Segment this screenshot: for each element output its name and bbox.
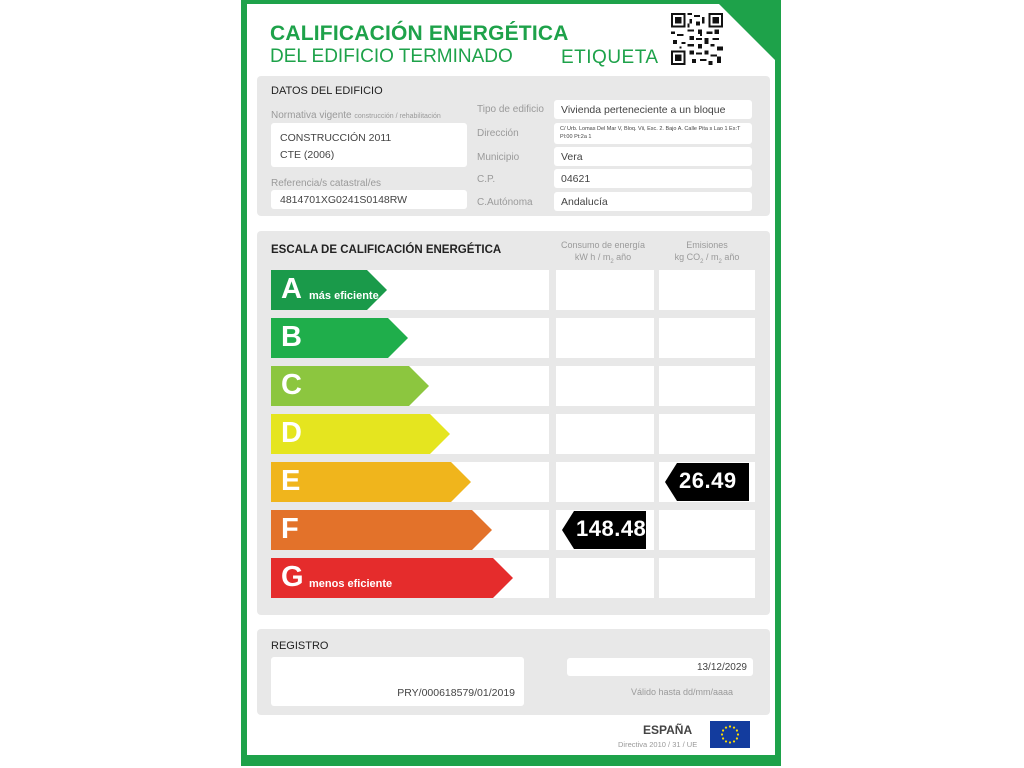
emis-unit-c: año xyxy=(721,252,740,262)
emissions-cell-b xyxy=(659,318,755,358)
class-arrow-e xyxy=(271,462,471,502)
energy-value-tag xyxy=(562,510,646,550)
class-arrow-c xyxy=(271,366,429,406)
class-arrow-f xyxy=(271,510,492,550)
scale-panel xyxy=(257,231,770,615)
class-arrow-d xyxy=(271,414,450,454)
eu-star xyxy=(725,726,727,728)
emis-unit-a: kg CO xyxy=(674,252,701,262)
normativa-line1: CONSTRUCCIÓN 2011 xyxy=(280,132,392,144)
eu-star xyxy=(721,733,723,735)
field-value-cp: 04621 xyxy=(561,173,591,185)
energy-cell-g xyxy=(556,558,654,598)
class-letter-g: G xyxy=(281,561,304,593)
referencia-box xyxy=(271,190,467,209)
eu-star xyxy=(736,737,738,739)
eu-flag-icon xyxy=(710,721,750,748)
registro-number-box xyxy=(271,657,524,706)
scale-section-title: ESCALA DE CALIFICACIÓN ENERGÉTICA xyxy=(271,244,502,256)
class-letter-c: C xyxy=(281,369,302,401)
eu-star xyxy=(737,733,739,735)
eu-star xyxy=(733,740,735,742)
emis-unit-b: / m xyxy=(703,252,719,262)
valid-date-label: Válido hasta dd/mm/aaaa xyxy=(631,687,734,697)
eu-star xyxy=(733,726,735,728)
label-word: ETIQUETA xyxy=(561,47,659,68)
emissions-column-header xyxy=(657,239,757,268)
field-label-direccion: Dirección xyxy=(477,128,519,139)
field-value-municipio: Vera xyxy=(561,151,583,163)
building-section-title: DATOS DEL EDIFICIO xyxy=(271,85,383,97)
emissions-cell-a xyxy=(659,270,755,310)
field-value-direccion: C/ Urb. Lomas Del Mar V, Bloq. Vii, Esc. 2. Bajo A. Calle Pita s Lao 1 Es:T Pl:00 Pt:2a 1 xyxy=(560,126,741,140)
emissions-cell-c xyxy=(659,366,755,406)
emissions-value-tag-text: 26.49 xyxy=(679,468,737,493)
title-sub: DEL EDIFICIO TERMINADO xyxy=(270,46,513,67)
country-label: ESPAÑA xyxy=(643,723,693,737)
emissions-cell-f xyxy=(659,510,755,550)
class-arrow-g xyxy=(271,558,513,598)
building-data-panel xyxy=(257,76,770,216)
energy-label xyxy=(241,0,781,766)
field-value-tipo: Vivienda perteneciente a un bloque xyxy=(561,104,726,116)
class-letter-e: E xyxy=(281,465,301,497)
normativa-sublabel: construcción / rehabilitación xyxy=(354,113,441,120)
energy-value-tag-text: 148.48 xyxy=(576,516,647,541)
class-caption-g: menos eficiente xyxy=(309,578,393,590)
field-value-autonoma: Andalucía xyxy=(561,196,608,208)
class-letter-a: A xyxy=(281,273,302,305)
field-box-municipio xyxy=(554,147,752,166)
eu-star xyxy=(722,729,724,731)
corner-decoration xyxy=(719,4,775,60)
class-letter-f: F xyxy=(281,513,299,545)
normativa-line2: CTE (2006) xyxy=(280,149,335,161)
energy-cell-b xyxy=(556,318,654,358)
class-arrow-b xyxy=(271,318,408,358)
emis-head-line2 xyxy=(657,251,757,268)
class-letter-b: B xyxy=(281,321,302,353)
energy-cell-a xyxy=(556,270,654,310)
referencia-value: 4814701XG0241S0148RW xyxy=(280,194,408,206)
valid-date-box xyxy=(567,658,753,676)
emissions-cell-g xyxy=(659,558,755,598)
class-caption-a: más eficiente xyxy=(309,290,379,302)
emis-unit-sub2: 2 xyxy=(718,258,722,265)
energy-head-line2 xyxy=(553,251,653,268)
registro-number: PRY/000618579/01/2019 xyxy=(397,687,515,699)
valid-date: 13/12/2029 xyxy=(696,662,747,673)
energy-cell-d xyxy=(556,414,654,454)
energy-cell-c xyxy=(556,366,654,406)
energy-unit-sub: 2 xyxy=(610,258,614,265)
field-label-autonoma: C.Autónoma xyxy=(477,197,533,208)
field-label-tipo: Tipo de edificio xyxy=(477,104,544,115)
eu-star xyxy=(736,729,738,731)
eu-star xyxy=(725,740,727,742)
field-box-direccion xyxy=(554,123,752,144)
energy-head-line1: Consumo de energía xyxy=(560,240,646,250)
eu-star xyxy=(722,737,724,739)
title-main: CALIFICACIÓN ENERGÉTICA xyxy=(270,22,569,45)
field-box-tipo xyxy=(554,100,752,119)
label-body xyxy=(247,4,775,755)
emissions-cell-d xyxy=(659,414,755,454)
emis-head-line1: Emisiones xyxy=(686,240,728,250)
eu-star xyxy=(729,741,731,743)
eu-star xyxy=(729,725,731,727)
registro-section-title: REGISTRO xyxy=(271,640,329,652)
energy-cell-e xyxy=(556,462,654,502)
class-arrow-a xyxy=(271,270,387,310)
energy-unit-b: año xyxy=(613,252,632,262)
directive-label: Directiva 2010 / 31 / UE xyxy=(618,740,698,749)
class-letter-d: D xyxy=(281,417,302,449)
normativa-label-text: Normativa vigente xyxy=(271,110,352,121)
qr-code-icon xyxy=(671,13,723,65)
field-label-municipio: Municipio xyxy=(477,152,520,163)
field-box-cp xyxy=(554,169,752,188)
normativa-label xyxy=(271,110,441,121)
field-label-cp: C.P. xyxy=(477,174,496,185)
registro-panel xyxy=(257,629,770,715)
field-box-autonoma xyxy=(554,192,752,211)
normativa-box xyxy=(271,123,467,167)
energy-unit-a: kW h / m xyxy=(574,252,611,262)
emissions-value-tag xyxy=(665,462,749,502)
referencia-label: Referencia/s catastral/es xyxy=(271,178,382,189)
emis-unit-sub1: 2 xyxy=(700,258,704,265)
energy-column-header xyxy=(553,239,653,268)
